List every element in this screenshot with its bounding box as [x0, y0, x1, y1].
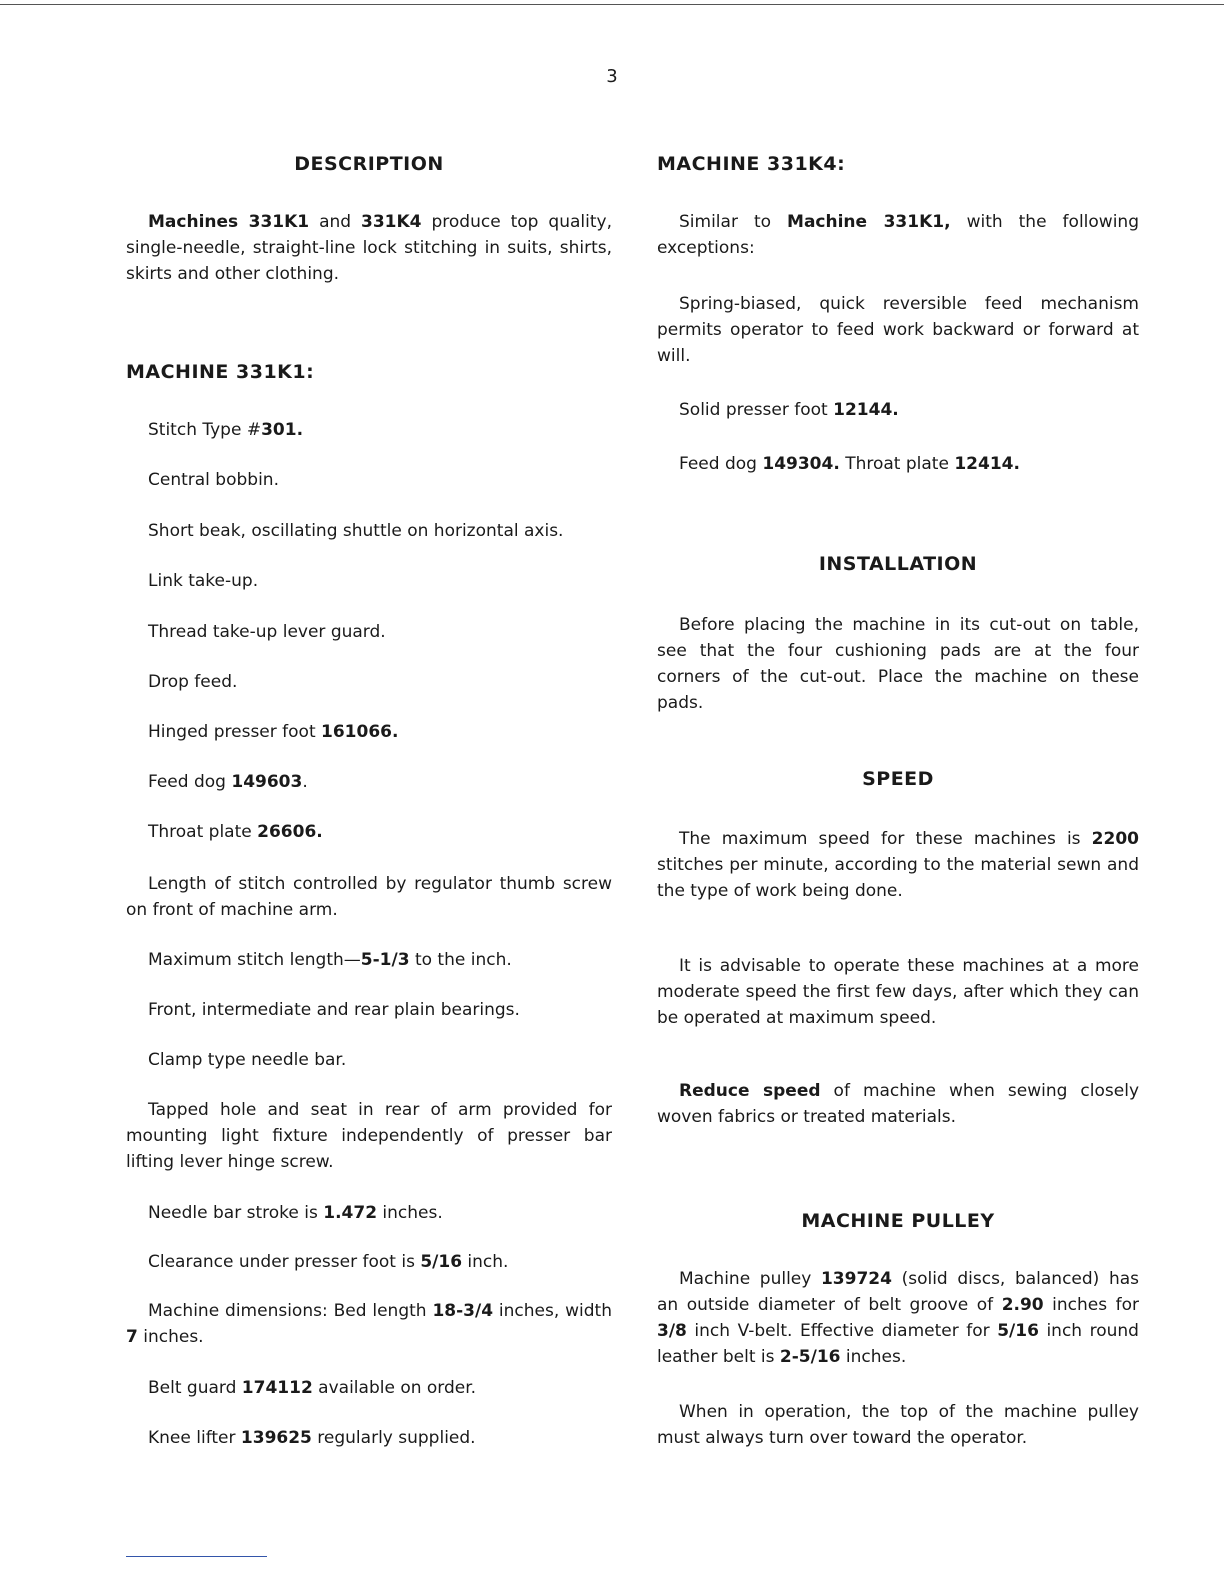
spec-lever-guard: Thread take-up lever guard.: [148, 622, 386, 642]
spec-belt-guard: Belt guard 174112 available on order.: [148, 1378, 477, 1398]
k4-feed-mechanism: Spring-biased, quick reversible feed mechanism permits operator to feed work backward or forward at will.: [657, 294, 1139, 366]
k4-similar: Similar to Machine 331K1, with the following exceptions:: [657, 212, 1139, 258]
speed-paragraph-1: The maximum speed for these machines is 2200 stitches per minute, according to the material sewn and the type of work being done.: [657, 829, 1139, 901]
spec-needle-bar: Clamp type needle bar.: [148, 1050, 347, 1070]
spec-throat-plate: Throat plate 26606.: [148, 822, 323, 842]
pulley-paragraph-1: Machine pulley 139724 (solid discs, balanced) has an outside diameter of belt groove of 2.90 inches for 3/8 inch V-belt. Effective diameter for 5/16 inch round leather belt is 2-5/16 inches.: [657, 1269, 1139, 1367]
bottom-rule: [126, 1556, 267, 1557]
spec-max-stitch: Maximum stitch length—5-1/3 to the inch.: [148, 950, 512, 970]
machine-331k4-heading: MACHINE 331K4:: [657, 153, 846, 175]
spec-feed-dog: Feed dog 149603.: [148, 772, 308, 792]
machine-331k1-heading: MACHINE 331K1:: [126, 361, 315, 383]
spec-drop-feed: Drop feed.: [148, 672, 238, 692]
pulley-paragraph-2: When in operation, the top of the machine pulley must always turn over toward the operator.: [657, 1402, 1139, 1448]
installation-heading: INSTALLATION: [818, 553, 978, 575]
spec-stitch-length: Length of stitch controlled by regulator thumb screw on front of machine arm.: [126, 874, 612, 920]
page-number: 3: [606, 66, 618, 87]
spec-tapped-hole: Tapped hole and seat in rear of arm provided for mounting light fixture independently of presser bar lifting lever hinge screw.: [126, 1100, 612, 1172]
pulley-heading: MACHINE PULLEY: [801, 1210, 995, 1232]
k4-solid-foot: Solid presser foot 12144.: [679, 400, 899, 420]
spec-bobbin: Central bobbin.: [148, 470, 279, 490]
spec-take-up: Link take-up.: [148, 571, 259, 591]
spec-needle-stroke: Needle bar stroke is 1.472 inches.: [148, 1203, 443, 1223]
spec-shuttle: Short beak, oscillating shuttle on horizontal axis.: [148, 521, 564, 541]
spec-dimensions: Machine dimensions: Bed length 18-3/4 inches, width 7 inches.: [126, 1301, 612, 1347]
spec-knee-lifter: Knee lifter 139625 regularly supplied.: [148, 1428, 476, 1448]
spec-stitch-type: Stitch Type #301.: [148, 420, 304, 440]
spec-clearance: Clearance under presser foot is 5/16 inch.: [148, 1252, 509, 1272]
speed-heading: SPEED: [862, 768, 934, 790]
speed-paragraph-3: Reduce speed of machine when sewing closely woven fabrics or treated materials.: [657, 1081, 1140, 1127]
k4-feed-dog: Feed dog 149304. Throat plate 12414.: [679, 454, 1020, 474]
description-heading: DESCRIPTION: [294, 153, 444, 175]
spec-presser-foot: Hinged presser foot 161066.: [148, 722, 399, 742]
top-rule: [0, 4, 1224, 5]
spec-bearings: Front, intermediate and rear plain bearings.: [148, 1000, 520, 1020]
installation-paragraph: Before placing the machine in its cut-out on table, see that the four cushioning pads are at the four corners of the cut-out. Place the machine on these pads.: [657, 615, 1139, 713]
description-paragraph: Machines 331K1 and 331K4 produce top quality, single-needle, straight-line lock stitching in suits, shirts, skirts and other clothing.: [126, 212, 612, 284]
speed-paragraph-2: It is advisable to operate these machines at a more moderate speed the first few days, after which they can be operated at maximum speed.: [657, 956, 1139, 1028]
